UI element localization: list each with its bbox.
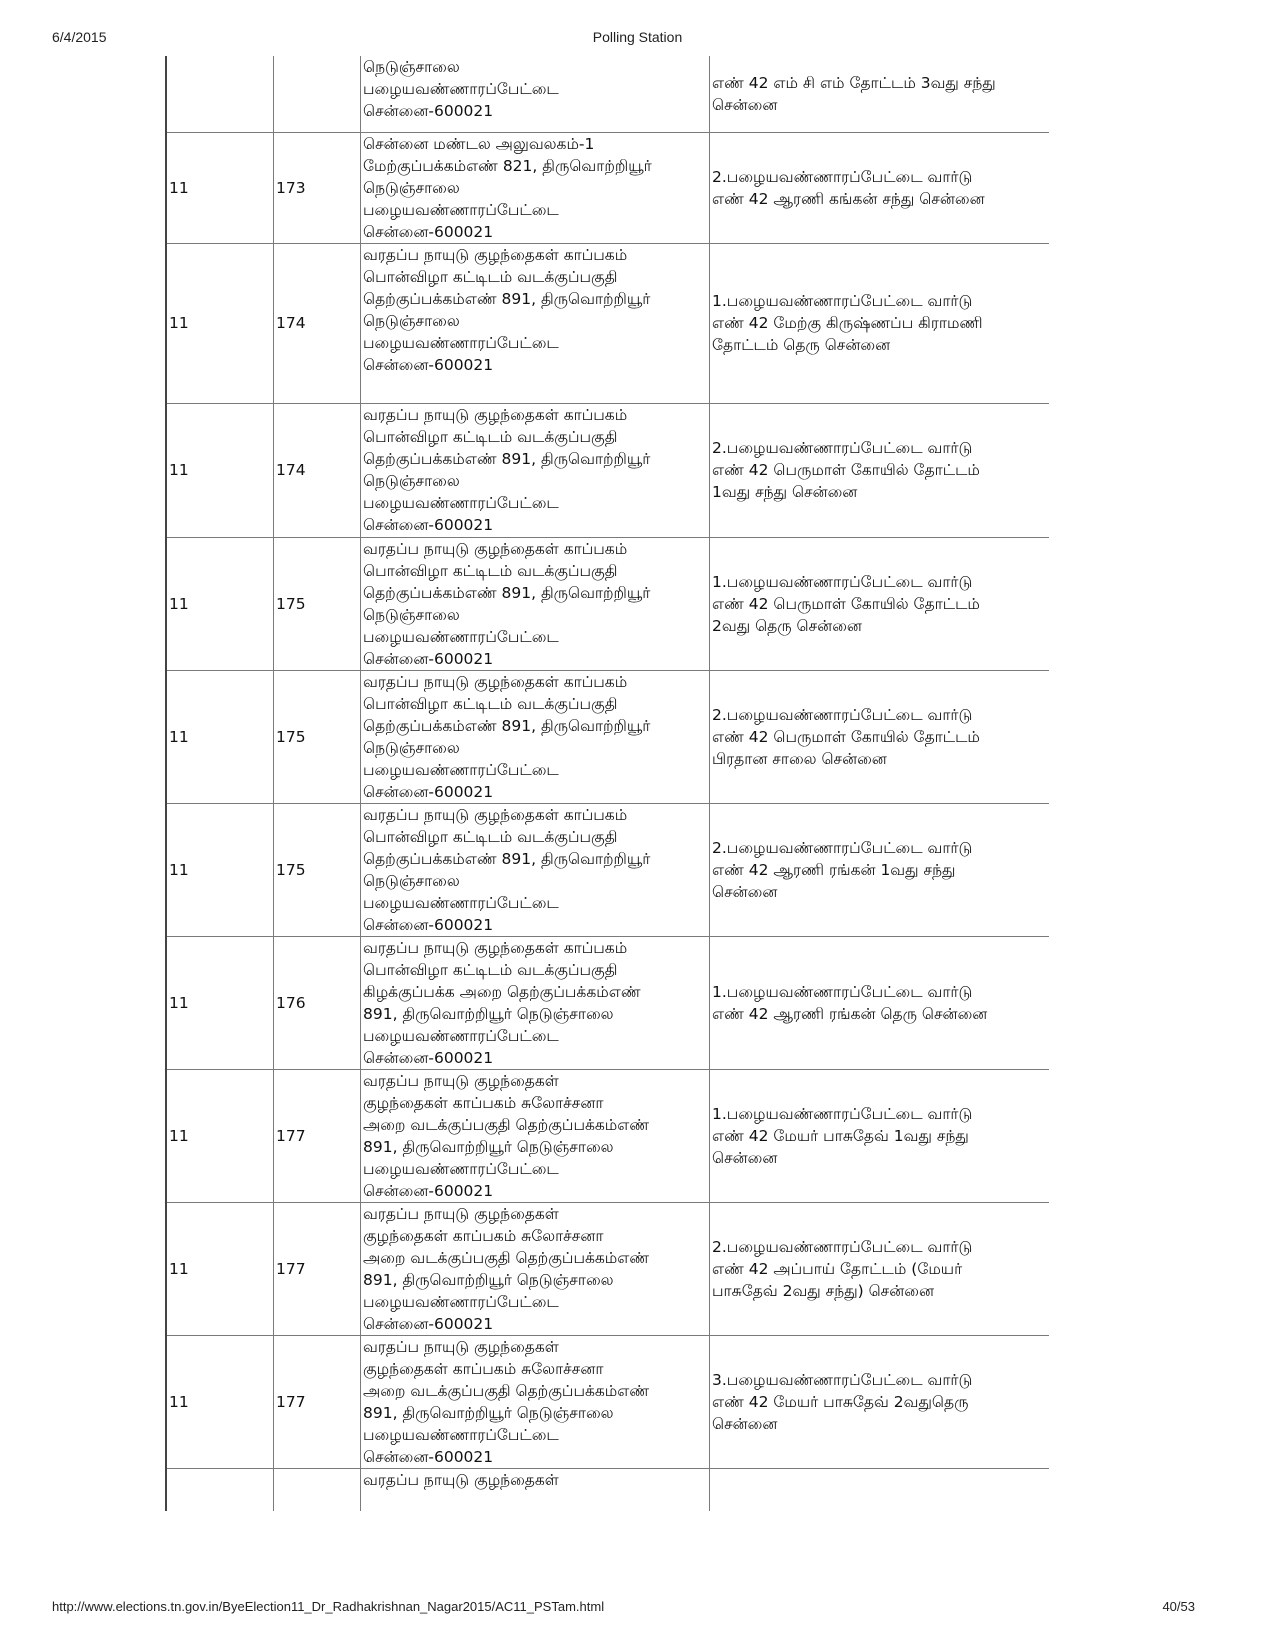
polling-area-cell — [710, 132, 1050, 243]
area-line: சென்னை — [712, 1414, 778, 1433]
polling-area-cell — [710, 243, 1050, 403]
address-line: தெற்குப்பக்கம்எண் 891, திருவொற்றியூர் — [363, 449, 651, 468]
address-line: வரதப்ப நாயுடு குழந்தைகள் காப்பகம் — [363, 245, 628, 264]
table-row — [166, 670, 1049, 803]
address-line: சென்னை-600021 — [363, 1181, 494, 1200]
address-line: சென்னை-600021 — [363, 649, 494, 668]
page-url: http://www.elections.tn.gov.in/ByeElection11_Dr_Radhakrishnan_Nagar2015/AC11_PSTam.html — [52, 1599, 605, 1614]
assembly-constituency-cell: 11 — [166, 132, 274, 243]
address-line: சென்னை-600021 — [363, 515, 494, 534]
area-line: 1.பழையவண்ணாரப்பேட்டை வார்டு — [712, 1104, 973, 1123]
address-line: கிழக்குப்பக்க அறை தெற்குப்பக்கம்எண் — [363, 982, 641, 1001]
address-line: வரதப்ப நாயுடு குழந்தைகள் — [363, 1204, 559, 1223]
area-line: தோட்டம் தெரு சென்னை — [712, 336, 891, 354]
address-line: வரதப்ப நாயுடு குழந்தைகள் காப்பகம் — [363, 672, 628, 691]
table-row — [166, 1335, 1049, 1468]
address-line: 891, திருவொற்றியூர் நெடுஞ்சாலை — [363, 1004, 614, 1023]
page-title: Polling Station — [592, 29, 683, 45]
address-line: வரதப்ப நாயுடு குழந்தைகள் காப்பகம் — [363, 405, 628, 424]
polling-station-address-cell — [361, 803, 710, 936]
table-row — [166, 403, 1049, 537]
assembly-constituency-cell: 11 — [166, 936, 274, 1069]
polling-station-address-cell — [361, 243, 710, 403]
polling-station-address-cell — [361, 1202, 710, 1335]
table-row — [166, 56, 1049, 132]
polling-station-address-cell — [361, 403, 710, 537]
area-line: எண் 42 மேற்கு கிருஷ்ணப்ப கிராமணி — [712, 314, 983, 332]
assembly-constituency-cell: 11 — [166, 1335, 274, 1468]
table-row — [166, 1069, 1049, 1202]
address-line: நெடுஞ்சாலை — [363, 471, 460, 490]
polling-station-number-cell: 173 — [274, 132, 361, 243]
area-line: 2.பழையவண்ணாரப்பேட்டை வார்டு — [712, 838, 973, 857]
address-line: 891, திருவொற்றியூர் நெடுஞ்சாலை — [363, 1403, 614, 1422]
polling-area-cell — [710, 56, 1050, 132]
polling-station-number-cell: 177 — [274, 1202, 361, 1335]
area-line: சென்னை — [712, 95, 778, 114]
area-line: 1.பழையவண்ணாரப்பேட்டை வார்டு — [712, 292, 973, 310]
polling-station-number-cell: 177 — [274, 1069, 361, 1202]
polling-station-address-cell — [361, 1468, 710, 1511]
address-line: தெற்குப்பக்கம்எண் 891, திருவொற்றியூர் — [363, 289, 651, 308]
table-row — [166, 936, 1049, 1069]
address-line: நெடுஞ்சாலை — [363, 58, 460, 76]
area-line: எண் 42 ஆரணி கங்கன் சந்து சென்னை — [712, 189, 985, 208]
address-line: தெற்குப்பக்கம்எண் 891, திருவொற்றியூர் — [363, 583, 651, 602]
address-line: பொன்விழா கட்டிடம் வடக்குப்பகுதி — [363, 960, 618, 979]
table-row — [166, 537, 1049, 670]
area-line: 2.பழையவண்ணாரப்பேட்டை வார்டு — [712, 705, 973, 724]
assembly-constituency-cell: 11 — [166, 403, 274, 537]
polling-station-number-cell: 175 — [274, 803, 361, 936]
address-line: நெடுஞ்சாலை — [363, 605, 460, 624]
area-line: பிரதான சாலை சென்னை — [712, 749, 887, 768]
polling-station-address-cell — [361, 56, 710, 132]
polling-station-number-cell: 176 — [274, 936, 361, 1069]
area-line: 2வது தெரு சென்னை — [712, 616, 862, 635]
address-line: பழையவண்ணாரப்பேட்டை — [363, 1425, 559, 1444]
area-line: எண் 42 பெருமாள் கோயில் தோட்டம் — [712, 461, 980, 479]
address-line: குழந்தைகள் காப்பகம் சுலோச்சனா — [363, 1093, 604, 1112]
area-line: 2.பழையவண்ணாரப்பேட்டை வார்டு — [712, 1237, 973, 1256]
polling-station-address-cell — [361, 1335, 710, 1468]
polling-station-number-cell — [274, 56, 361, 132]
table-body — [166, 56, 1049, 1511]
polling-area-cell — [710, 537, 1050, 670]
polling-station-number-cell — [274, 1468, 361, 1511]
address-line: தெற்குப்பக்கம்எண் 891, திருவொற்றியூர் — [363, 849, 651, 868]
address-line: பழையவண்ணாரப்பேட்டை — [363, 1159, 559, 1178]
polling-area-cell — [710, 1202, 1050, 1335]
area-line: பாசுதேவ் 2வது சந்து) சென்னை — [712, 1281, 934, 1300]
area-line: எண் 42 பெருமாள் கோயில் தோட்டம் — [712, 594, 980, 613]
assembly-constituency-cell — [166, 1468, 274, 1511]
table-row — [166, 1468, 1049, 1511]
address-line: நெடுஞ்சாலை — [363, 738, 460, 757]
print-date: 6/4/2015 — [52, 29, 107, 45]
table-row — [166, 1202, 1049, 1335]
assembly-constituency-cell: 11 — [166, 537, 274, 670]
polling-area-cell — [710, 403, 1050, 537]
polling-station-address-cell — [361, 537, 710, 670]
address-line: வரதப்ப நாயுடு குழந்தைகள் காப்பகம் — [363, 805, 628, 824]
address-line: வரதப்ப நாயுடு குழந்தைகள் — [363, 1470, 559, 1489]
table-row — [166, 803, 1049, 936]
address-line: குழந்தைகள் காப்பகம் சுலோச்சனா — [363, 1226, 604, 1245]
address-line: சென்னை-600021 — [363, 1314, 494, 1333]
address-line: பழையவண்ணாரப்பேட்டை — [363, 1026, 559, 1045]
table-row — [166, 132, 1049, 243]
address-line: 891, திருவொற்றியூர் நெடுஞ்சாலை — [363, 1270, 614, 1289]
address-line: வரதப்ப நாயுடு குழந்தைகள் காப்பகம் — [363, 938, 628, 957]
assembly-constituency-cell: 11 — [166, 243, 274, 403]
polling-station-table — [165, 56, 1049, 1511]
polling-station-number-cell: 175 — [274, 537, 361, 670]
area-line: எண் 42 ஆரணி ரங்கன் தெரு சென்னை — [712, 1004, 988, 1023]
address-line: அறை வடக்குப்பகுதி தெற்குப்பக்கம்எண் — [363, 1381, 650, 1400]
address-line: பழையவண்ணாரப்பேட்டை — [363, 80, 559, 98]
area-line: 2.பழையவண்ணாரப்பேட்டை வார்டு — [712, 167, 973, 186]
area-line: 2.பழையவண்ணாரப்பேட்டை வார்டு — [712, 439, 973, 457]
address-line: சென்னை-600021 — [363, 915, 494, 934]
polling-area-cell — [710, 936, 1050, 1069]
page-number: 40/53 — [1162, 1599, 1195, 1614]
area-line: எண் 42 அப்பாய் தோட்டம் (மேயர் — [712, 1259, 963, 1278]
area-line: சென்னை — [712, 1148, 778, 1167]
address-line: தெற்குப்பக்கம்எண் 891, திருவொற்றியூர் — [363, 716, 651, 735]
address-line: அறை வடக்குப்பகுதி தெற்குப்பக்கம்எண் — [363, 1115, 650, 1134]
address-line: சென்னை-600021 — [363, 222, 494, 241]
address-line: பொன்விழா கட்டிடம் வடக்குப்பகுதி — [363, 561, 618, 580]
polling-area-cell — [710, 1069, 1050, 1202]
address-line: பழையவண்ணாரப்பேட்டை — [363, 893, 559, 912]
address-line: பழையவண்ணாரப்பேட்டை — [363, 1292, 559, 1311]
area-line: 1வது சந்து சென்னை — [712, 483, 858, 501]
address-line: வரதப்ப நாயுடு குழந்தைகள் — [363, 1071, 559, 1090]
polling-station-address-cell — [361, 936, 710, 1069]
area-line: எண் 42 மேயர் பாசுதேவ் 2வதுதெரு — [712, 1392, 969, 1411]
address-line: சென்னை-600021 — [363, 102, 494, 120]
assembly-constituency-cell: 11 — [166, 1202, 274, 1335]
address-line: நெடுஞ்சாலை — [363, 311, 460, 330]
address-line: சென்னை-600021 — [363, 1048, 494, 1067]
address-line: குழந்தைகள் காப்பகம் சுலோச்சனா — [363, 1359, 604, 1378]
address-line: சென்னை-600021 — [363, 1447, 494, 1466]
assembly-constituency-cell: 11 — [166, 670, 274, 803]
address-line: வரதப்ப நாயுடு குழந்தைகள் — [363, 1337, 559, 1356]
polling-station-table-container — [165, 56, 1049, 1511]
address-line: பழையவண்ணாரப்பேட்டை — [363, 200, 559, 219]
address-line: நெடுஞ்சாலை — [363, 178, 460, 197]
area-line: சென்னை — [712, 882, 778, 901]
area-line: எண் 42 எம் சி எம் தோட்டம் 3வது சந்து — [712, 73, 996, 92]
area-line: எண் 42 பெருமாள் கோயில் தோட்டம் — [712, 727, 980, 746]
assembly-constituency-cell: 11 — [166, 1069, 274, 1202]
polling-area-cell — [710, 803, 1050, 936]
address-line: பழையவண்ணாரப்பேட்டை — [363, 493, 559, 512]
area-line: 1.பழையவண்ணாரப்பேட்டை வார்டு — [712, 572, 973, 591]
address-line: பழையவண்ணாரப்பேட்டை — [363, 760, 559, 779]
polling-station-number-cell: 175 — [274, 670, 361, 803]
address-line: மேற்குப்பக்கம்எண் 821, திருவொற்றியூர் — [363, 156, 652, 175]
address-line: அறை வடக்குப்பகுதி தெற்குப்பக்கம்எண் — [363, 1248, 650, 1267]
polling-station-number-cell: 174 — [274, 243, 361, 403]
address-line: பொன்விழா கட்டிடம் வடக்குப்பகுதி — [363, 267, 618, 286]
address-line: வரதப்ப நாயுடு குழந்தைகள் காப்பகம் — [363, 539, 628, 558]
polling-station-address-cell — [361, 132, 710, 243]
address-line: சென்னை-600021 — [363, 355, 494, 374]
address-line: பழையவண்ணாரப்பேட்டை — [363, 627, 559, 646]
address-line: பொன்விழா கட்டிடம் வடக்குப்பகுதி — [363, 427, 618, 446]
address-line: சென்னை மண்டல அலுவலகம்-1 — [363, 134, 595, 153]
polling-station-address-cell — [361, 1069, 710, 1202]
area-line: எண் 42 ஆரணி ரங்கன் 1வது சந்து — [712, 860, 956, 879]
address-line: நெடுஞ்சாலை — [363, 871, 460, 890]
assembly-constituency-cell — [166, 56, 274, 132]
polling-station-number-cell: 177 — [274, 1335, 361, 1468]
polling-area-cell — [710, 670, 1050, 803]
area-line: 3.பழையவண்ணாரப்பேட்டை வார்டு — [712, 1370, 973, 1389]
polling-area-cell — [710, 1468, 1050, 1511]
polling-station-number-cell: 174 — [274, 403, 361, 537]
address-line: 891, திருவொற்றியூர் நெடுஞ்சாலை — [363, 1137, 614, 1156]
area-line: 1.பழையவண்ணாரப்பேட்டை வார்டு — [712, 982, 973, 1001]
address-line: பொன்விழா கட்டிடம் வடக்குப்பகுதி — [363, 694, 618, 713]
area-line: எண் 42 மேயர் பாசுதேவ் 1வது சந்து — [712, 1126, 969, 1145]
polling-area-cell — [710, 1335, 1050, 1468]
polling-station-address-cell — [361, 670, 710, 803]
table-row — [166, 243, 1049, 403]
address-line: பழையவண்ணாரப்பேட்டை — [363, 333, 559, 352]
address-line: சென்னை-600021 — [363, 782, 494, 801]
address-line: பொன்விழா கட்டிடம் வடக்குப்பகுதி — [363, 827, 618, 846]
assembly-constituency-cell: 11 — [166, 803, 274, 936]
